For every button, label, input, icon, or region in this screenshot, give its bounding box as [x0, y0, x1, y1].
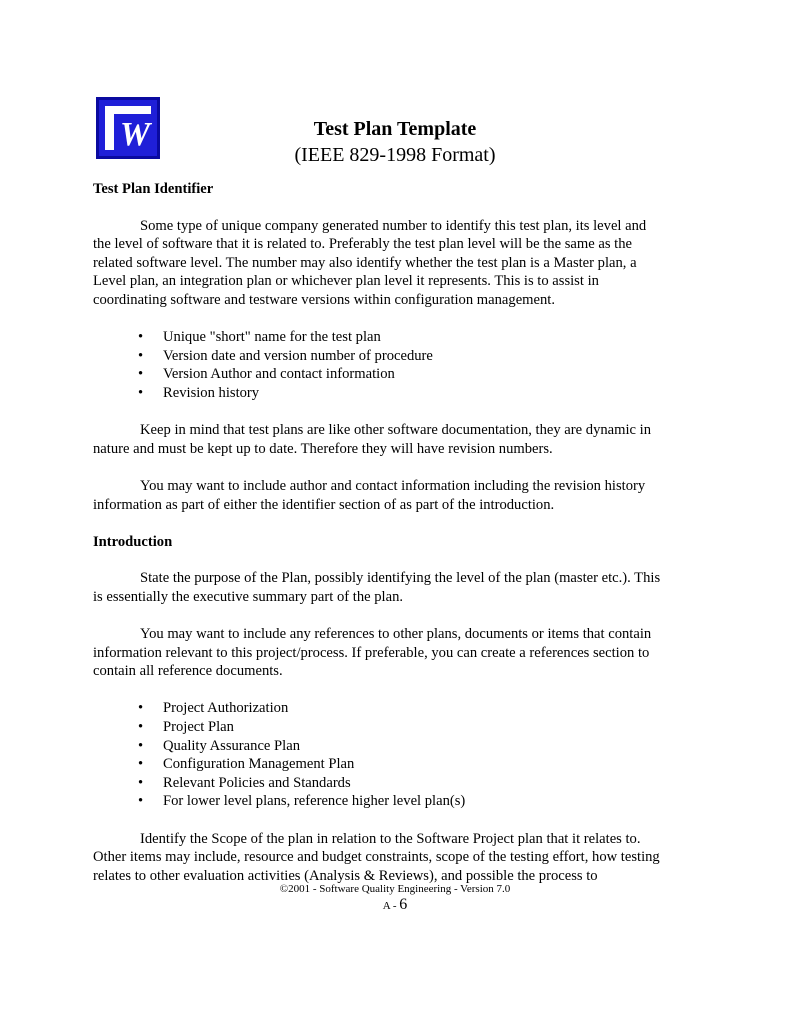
document-body — [93, 180, 663, 904]
footer-copyright: ©2001 - Software Quality Engineering - Version 7.0 — [279, 883, 511, 895]
list-item: • Configuration Management Plan — [93, 755, 663, 774]
page-number — [200, 897, 590, 914]
introduction-paragraph-3: Identify the Scope of the plan in relation to the Software Project plan that it relates to. Other items may include, resource and budget constraints, scope of the testing effort, how testing relates to other evaluation activities (Analysis & Reviews), and possible the process to — [93, 830, 660, 884]
identifier-paragraph-3: You may want to include author and contact information including the revision history information as part of either the identifier section of as part of the introduction. — [93, 477, 646, 513]
list-item: • Unique "short" name for the test plan — [93, 328, 663, 347]
list-item: • Relevant Policies and Standards — [93, 774, 663, 793]
introduction-paragraph-2: You may want to include any references to other plans, documents or items that contain information relevant to this project/process. If preferable, you can create a references section to contain all reference documents. — [93, 626, 652, 680]
page-title: Test Plan Template — [313, 118, 477, 140]
list-item: • For lower level plans, reference higher level plan(s) — [93, 792, 663, 811]
page-subtitle: (IEEE 829-1998 Format) — [294, 144, 496, 166]
page-number-value: 6 — [399, 896, 408, 913]
identifier-bullet-list — [93, 328, 663, 402]
list-item: • Revision history — [93, 384, 663, 403]
page-number-prefix: A - — [382, 900, 400, 912]
section-heading-identifier: Test Plan Identifier — [93, 181, 214, 197]
list-item: • Version Author and contact information — [93, 365, 663, 384]
identifier-paragraph-1: Some type of unique company generated number to identify this test plan, its level and the level of software that it is related to. Preferably the test plan level will be the same as the related software level. The number may also identify whether the test plan is a Master plan, a Level plan, an integration plan or whichever plan level it represents. This is to assist in coordinating software and testware versions within configuration management. — [93, 217, 647, 308]
identifier-paragraph-2: Keep in mind that test plans are like other software documentation, they are dynamic in nature and must be kept up to date. Therefore they will have revision numbers. — [93, 422, 652, 457]
word-logo-letter: W — [114, 114, 154, 156]
list-item: • Project Plan — [93, 718, 663, 737]
word-logo-icon — [96, 97, 160, 159]
list-item: • Version date and version number of procedure — [93, 347, 663, 366]
section-heading-introduction: Introduction — [93, 533, 173, 550]
list-item: • Project Authorization — [93, 699, 663, 718]
introduction-bullet-list — [93, 699, 663, 811]
list-item: • Quality Assurance Plan — [93, 737, 663, 756]
introduction-paragraph-1: State the purpose of the Plan, possibly identifying the level of the plan (master etc.). This is essentially the executive summary part of the plan. — [93, 570, 661, 605]
